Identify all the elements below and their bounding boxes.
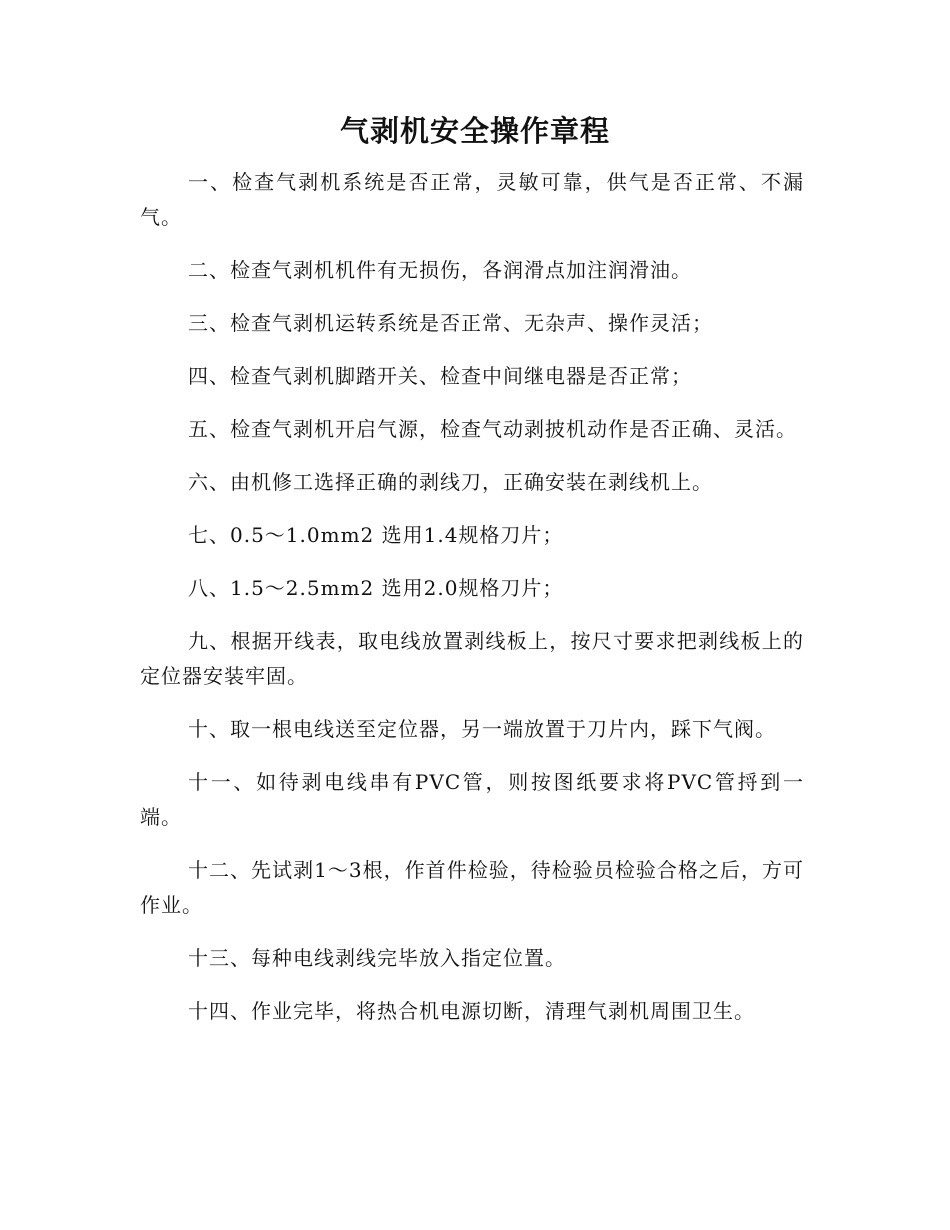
paragraph: 二、检查气剥机机件有无损伤，各润滑点加注润滑油。 bbox=[188, 258, 692, 282]
paragraph: 九、根据开线表，取电线放置剥线板上，按尺寸要求把剥线板上的定位器安装牢固。 bbox=[140, 629, 804, 688]
paragraph: 三、检查气剥机运转系统是否正常、无杂声、操作灵活； bbox=[188, 311, 713, 335]
paragraph: 六、由机修工选择正确的剥线刀，正确安装在剥线机上。 bbox=[188, 470, 713, 494]
document-title: 气剥机安全操作章程 bbox=[339, 114, 610, 148]
paragraph: 十三、每种电线剥线完毕放入指定位置。 bbox=[188, 946, 566, 970]
paragraph: 十四、作业完毕，将热合机电源切断，清理气剥机周围卫生。 bbox=[188, 999, 755, 1023]
paragraph: 五、检查气剥机开启气源，检查气动剥披机动作是否正确、灵活。 bbox=[188, 417, 797, 441]
paragraph: 八、1.5～2.5mm2 选用2.0规格刀片； bbox=[188, 576, 564, 600]
paragraph: 一、检查气剥机系统是否正常，灵敏可靠，供气是否正常、不漏气。 bbox=[140, 170, 804, 229]
paragraph: 十、取一根电线送至定位器，另一端放置于刀片内，踩下气阀。 bbox=[188, 717, 776, 741]
paragraph: 十一、如待剥电线串有PVC管，则按图纸要求将PVC管捋到一端。 bbox=[140, 770, 804, 829]
document-body bbox=[140, 165, 804, 1047]
paragraph: 四、检查气剥机脚踏开关、检查中间继电器是否正常； bbox=[188, 364, 692, 388]
paragraph: 十二、先试剥1～3根，作首件检验，待检验员检验合格之后，方可作业。 bbox=[140, 858, 804, 917]
paragraph: 七、0.5～1.0mm2 选用1.4规格刀片； bbox=[188, 523, 564, 547]
